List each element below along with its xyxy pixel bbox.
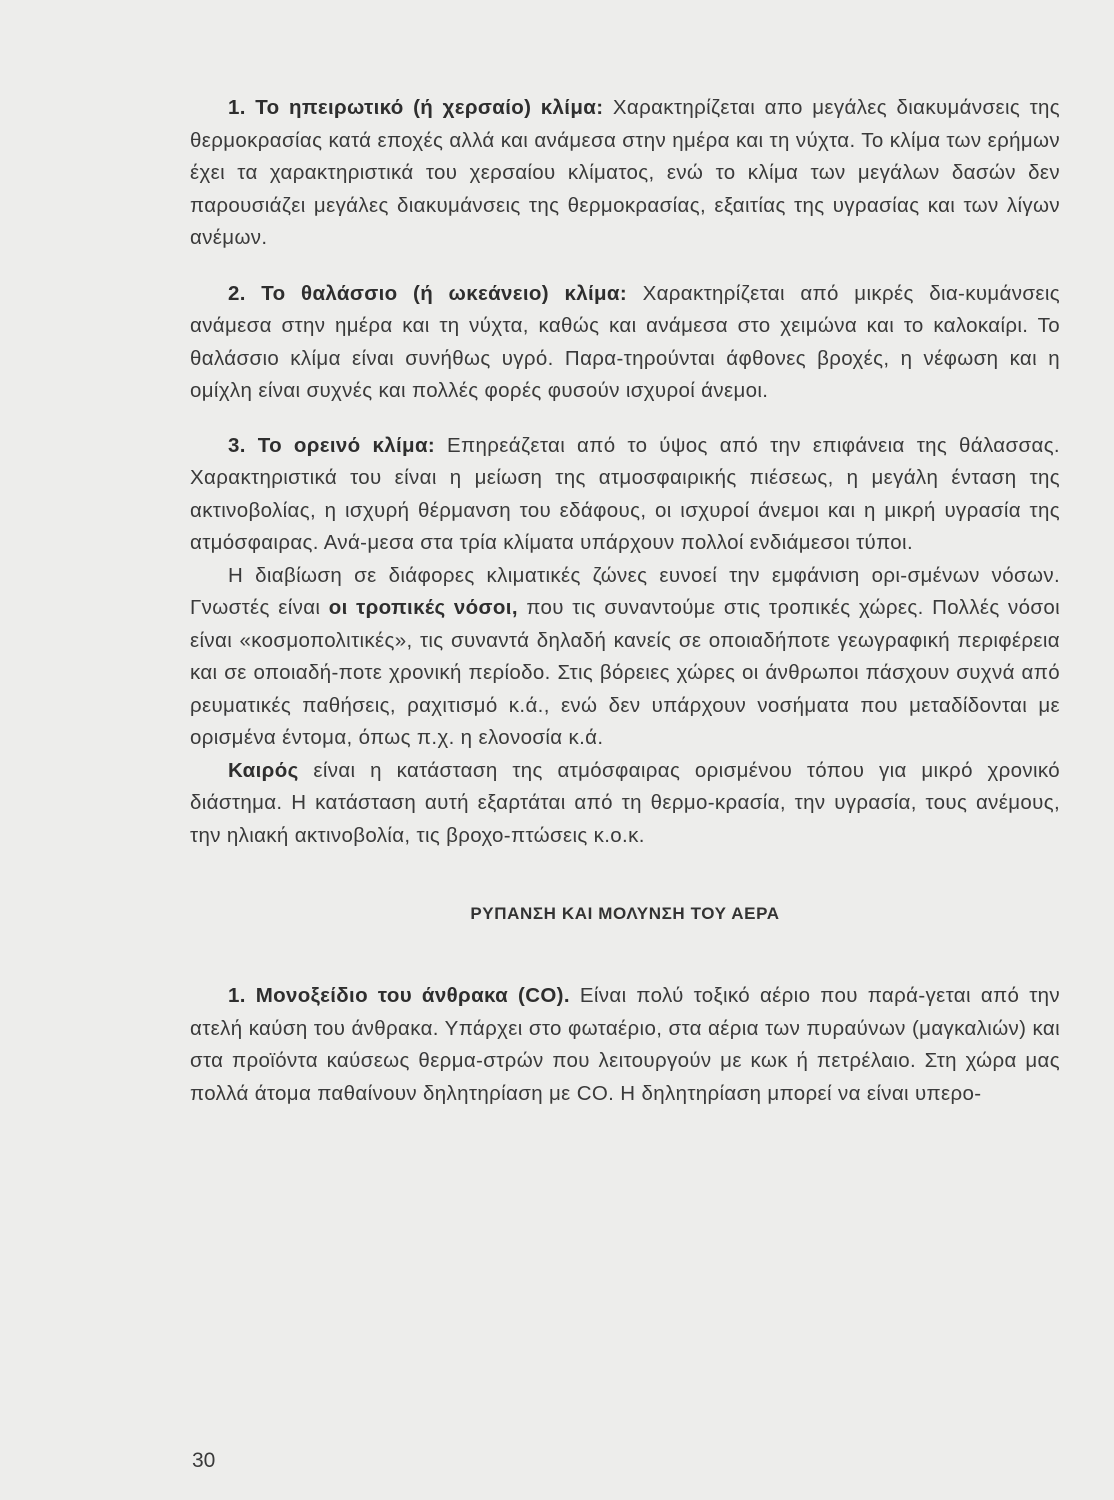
page-number: 30 [192, 1449, 216, 1472]
text-mountain-climate: Επηρεάζεται από το ύψος από την επιφάνεια της θάλασσας. Χαρακτηριστικά του είναι η μείωση της ατμοσφαιρικής πιέσεως, η μεγάλη ένταση της ακτινοβολίας, η ισχυρή θέρμανση του εδάφους, οι ισχυροί άνεμοι και η μικρή υγρασία της ατμόσφαιρας. Ανά-μεσα στα τρία κλίματα υπάρχουν πολλοί ενδιάμεσοι τύποι. [190, 433, 1060, 554]
paragraph-carbon-monoxide [190, 980, 1060, 1110]
paragraph-oceanic-climate [190, 278, 1060, 408]
term-carbon-monoxide: 1. Μονοξείδιο του άνθρακα (CO). [228, 984, 570, 1007]
page-body [190, 92, 1060, 1110]
term-mountain-climate: 3. Το ορεινό κλίμα: [228, 433, 436, 457]
term-weather: Καιρός [228, 758, 299, 782]
text-diseases-before: Η διαβίωση σε διάφορες κλιματικές ζώνες ευνοεί την εμφάνιση ορι-σμένων νόσων. Γνωστές είναι [190, 563, 1060, 619]
text-oceanic-climate: Χαρακτηρίζεται από μικρές δια-κυμάνσεις ανάμεσα στην ημέρα και τη νύχτα, καθώς και ανάμεσα στο χειμώνα και το καλοκαίρι. Το θαλάσσιο κλίμα είναι συνήθως υγρό. Παρα-τηρούνται άφθονες βροχές, η νέφωση και η ομίχλη είναι συχνές και πολλές φορές φυσούν ισχυροί άνεμοι. [190, 281, 1060, 402]
term-oceanic-climate: 2. Το θαλάσσιο (ή ωκεάνειο) κλίμα: [228, 281, 628, 305]
paragraph-weather [190, 755, 1060, 853]
paragraph-continental-climate [190, 92, 1060, 255]
text-carbon-monoxide: Είναι πολύ τοξικό αέριο που παρά-γεται από την ατελή καύση του άνθρακα. Υπάρχει στο φωταέριο, στα αέρια των πυραύνων (μαγκαλιών) και στα προϊόντα καύσεως θερμα-στρών που λειτουργούν με κωκ ή πετρέλαιο. Στη χώρα μας πολλά άτομα παθαίνουν δηλητηρίαση με CO. Η δηλητηρίαση μπορεί να είναι υπερο- [190, 984, 1061, 1105]
paragraph-mountain-climate [190, 430, 1060, 560]
text-weather: είναι η κατάσταση της ατμόσφαιρας ορισμένου τόπου για μικρό χρονικό διάστημα. Η κατάσταση αυτή εξαρτάται από τη θερμο-κρασία, την υγρασία, τους ανέμους, την ηλιακή ακτινοβολία, τις βροχο-πτώσεις κ.ο.κ. [190, 758, 1061, 847]
paragraph-diseases [190, 560, 1060, 755]
term-continental-climate: 1. Το ηπειρωτικό (ή χερσαίο) κλίμα: [228, 96, 604, 119]
section-heading: ΡΥΠΑΝΣΗ ΚΑΙ ΜΟΛΥΝΣΗ ΤΟΥ ΑΕΡΑ [470, 904, 780, 923]
text-continental-climate: Χαρακτηρίζεται απο μεγάλες διακυμάνσεις της θερμοκρασίας κατά εποχές αλλά και ανάμεσα στην ημέρα και τη νύχτα. Το κλίμα των ερήμων έχει τα χαρακτηριστικά του χερσαίου κλίματος, ενώ το κλίμα των μεγάλων δασών δεν παρουσιάζει μεγάλες διακυμάνσεις της θερμοκρασίας, εξαιτίας της υγρασίας και των λίγων ανέμων. [190, 96, 1060, 249]
term-tropical-diseases: οι τροπικές νόσοι, [328, 596, 518, 619]
text-diseases-after: που τις συναντούμε στις τροπικές χώρες. Πολλές νόσοι είναι «κοσμοπολιτικές», τις συναντά δηλαδή κανείς σε οποιαδήποτε γεωγραφική περιφέρεια και σε οποιαδή-ποτε χρονική περίοδο. Στις βόρειες χώρες οι άνθρωποι πάσχουν συχνά από ρευματικές παθήσεις, ραχιτισμό κ.ά., ενώ δεν υπάρχουν νοσήματα που μεταδίδονται με ορισμένα έντομα, όπως π.χ. η ελονοσία κ.ά. [190, 596, 1061, 749]
